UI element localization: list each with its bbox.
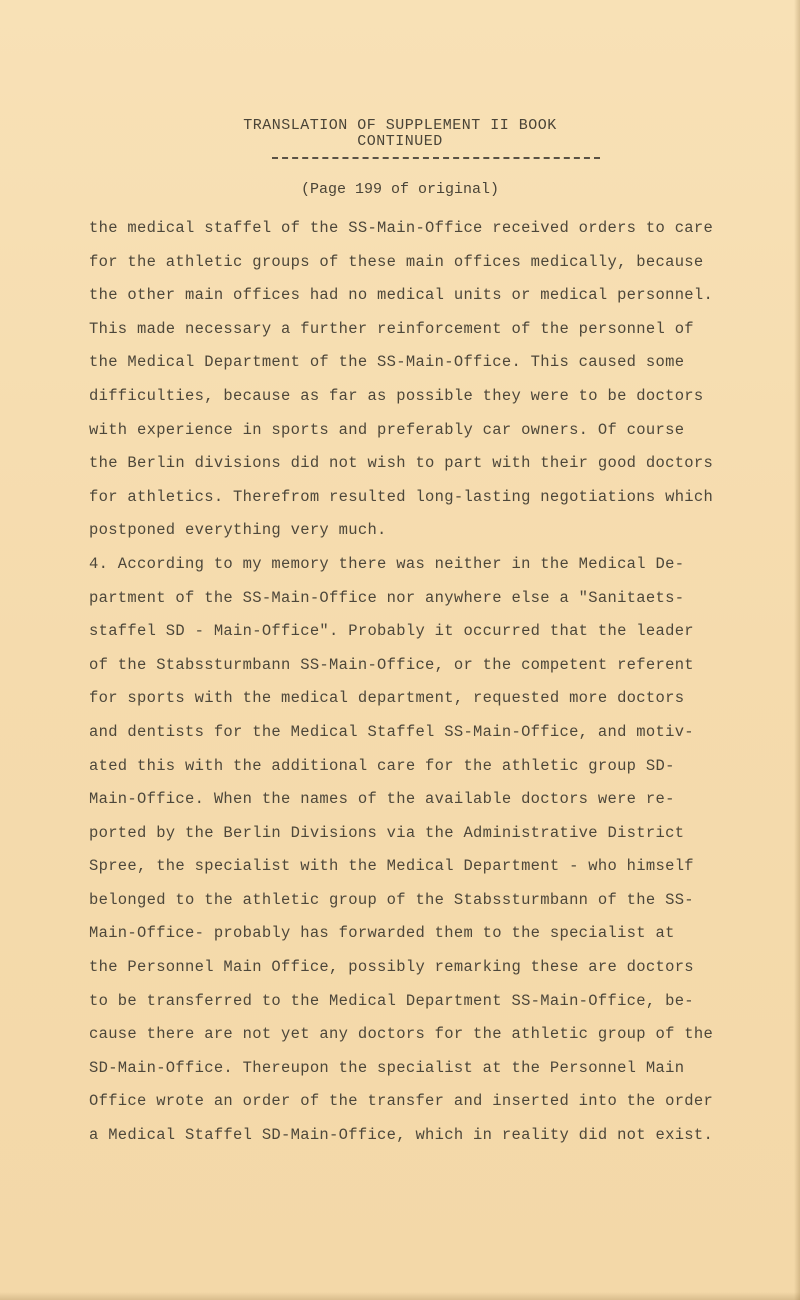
text-line: for the athletic groups of these main offices medically, because (89, 252, 704, 271)
document-title: TRANSLATION OF SUPPLEMENT II BOOK (243, 117, 557, 134)
text-line: This made necessary a further reinforcement of the personnel of (89, 319, 694, 338)
text-line: difficulties, because as far as possible they were to be doctors (89, 386, 704, 405)
text-line: for sports with the medical department, requested more doctors (89, 689, 685, 708)
title-dashed-rule (272, 157, 600, 159)
text-line: the Personnel Main Office, possibly remarking these are doctors (89, 958, 694, 977)
text-line: belonged to the athletic group of the Stabssturmbann of the SS- (89, 890, 694, 909)
text-line: staffel SD - Main-Office". Probably it occurred that the leader (89, 622, 694, 641)
text-line: 4. According to my memory there was neither in the Medical De- (89, 554, 685, 573)
text-line: to be transferred to the Medical Department SS-Main-Office, be- (89, 991, 694, 1010)
text-line: of the Stabssturmbann SS-Main-Office, or the competent referent (89, 655, 694, 674)
text-line: the Berlin divisions did not wish to part with their good doctors (89, 454, 714, 473)
text-line: for athletics. Therefrom resulted long-lasting negotiations which (89, 487, 714, 506)
text-line: ported by the Berlin Divisions via the Administrative District (89, 823, 685, 842)
text-line: ated this with the additional care for the athletic group SD- (89, 756, 675, 775)
text-line: the Medical Department of the SS-Main-Office. This caused some (89, 353, 685, 372)
text-line: Main-Office. When the names of the available doctors were re- (89, 790, 675, 809)
text-line: the other main offices had no medical units or medical personnel. (89, 286, 714, 305)
text-line: and dentists for the Medical Staffel SS-Main-Office, and motiv- (89, 722, 694, 741)
text-line: SD-Main-Office. Thereupon the specialist at the Personnel Main (89, 1058, 685, 1077)
text-line: cause there are not yet any doctors for the athletic group of the (89, 1025, 714, 1044)
text-line: Office wrote an order of the transfer and inserted into the order (89, 1092, 714, 1111)
document-subtitle: CONTINUED (357, 133, 443, 150)
text-line: partment of the SS-Main-Office nor anywhere else a "Sanitaets- (89, 588, 685, 607)
text-line: Main-Office- probably has forwarded them to the specialist at (89, 924, 675, 943)
page-reference: (Page 199 of original) (300, 181, 500, 198)
text-line: with experience in sports and preferably car owners. Of course (89, 420, 685, 439)
text-line: Spree, the specialist with the Medical Department - who himself (89, 857, 694, 876)
body-text (89, 216, 749, 1157)
text-line: postponed everything very much. (89, 521, 387, 540)
text-line: the medical staffel of the SS-Main-Office received orders to care (89, 219, 714, 237)
text-line: a Medical Staffel SD-Main-Office, which in reality did not exist. (89, 1126, 714, 1145)
paper-edge-bottom (0, 1292, 800, 1300)
